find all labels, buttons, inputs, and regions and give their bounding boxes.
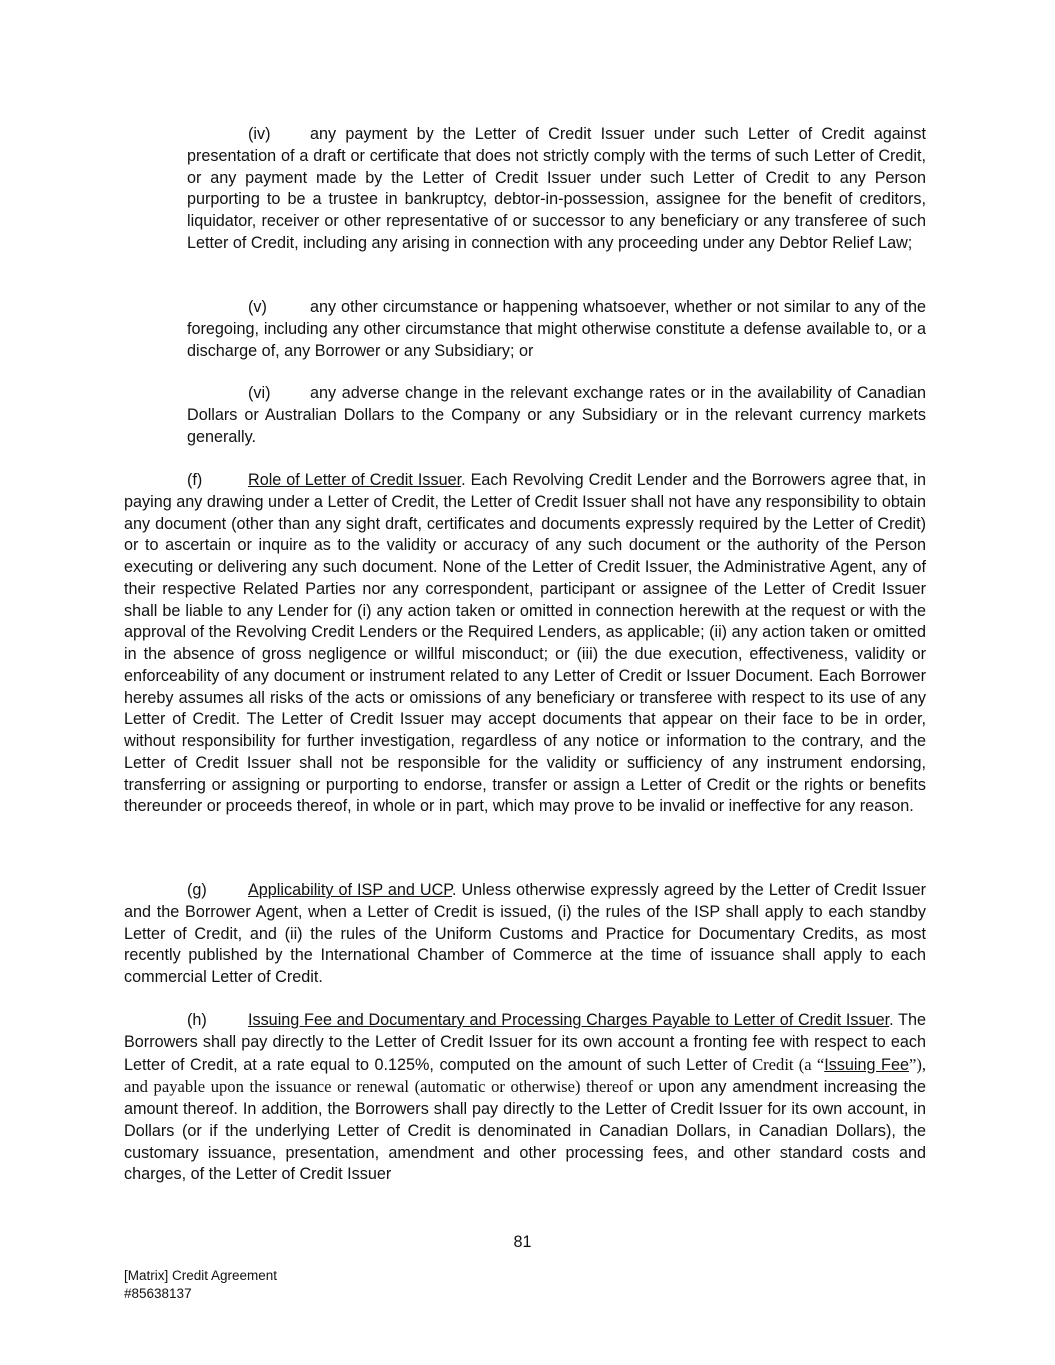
section-f-number: (f)	[187, 471, 203, 489]
footer	[124, 1267, 277, 1302]
section-g	[124, 880, 926, 989]
footer-document-title: [Matrix] Credit Agreement	[124, 1268, 278, 1283]
section-h-number: (h)	[187, 1011, 207, 1029]
section-h-text-part3: ”), and payable upon the issuance or renewal (automatic or otherwise) thereof or	[124, 1054, 927, 1097]
section-g-number: (g)	[187, 881, 207, 899]
section-h	[124, 1010, 926, 1186]
section-f-heading: Role of Letter of Credit Issuer	[248, 471, 462, 489]
page-number: 81	[513, 1233, 532, 1251]
clause-vi-number: (vi)	[248, 384, 271, 402]
clause-v	[187, 297, 926, 362]
clause-iv	[187, 124, 926, 255]
clause-iv-text: any payment by the Letter of Credit Issuer under such Letter of Credit against presentation of a draft or certificate that does not strictly comply with the terms of such Letter of Credit, or any payment made by the Letter of Credit Issuer under such Letter of Credit to any Person purporting to be a trustee in bankruptcy, debtor-in-possession, assignee for the benefit of creditors, liquidator, receiver or other representative of or successor to any beneficiary or any transferee of such Letter of Credit, including any arising in connection with any proceeding under any Debtor Relief Law;	[187, 125, 926, 252]
clause-vi-text: any adverse change in the relevant exchange rates or in the availability of Canadian Dollars or Australian Dollars to the Company or any Subsidiary or in the relevant currency markets generally.	[187, 384, 926, 446]
section-g-text: Unless otherwise expressly agreed by the Letter of Credit Issuer and the Borrower Agent, when a Letter of Credit is issued, (i) the rules of the ISP shall apply to each standby Letter of Credit, and (ii) the rules of the Uniform Customs and Practice for Documentary Credits, as most recently published by the International Chamber of Commerce at the time of issuance shall apply to each commercial Letter of Credit.	[124, 881, 926, 986]
section-g-heading: Applicability of ISP and UCP	[248, 881, 452, 899]
section-f-text: Each Revolving Credit Lender and the Borrowers agree that, in paying any drawing under a Letter of Credit, the Letter of Credit Issuer shall not have any responsibility to obtain any document (other than any sight draft, certificates and documents expressly required by the Letter of Credit) or to ascertain or inquire as to the validity or accuracy of any such document or the authority of the Person executing or delivering any such document. None of the Letter of Credit Issuer, the Administrative Agent, any of their respective Related Parties nor any correspondent, participant or assignee of the Letter of Credit Issuer shall be liable to any Lender for (i) any action taken or omitted in connection herewith at the request or with the approval of the Revolving Credit Lenders or the Required Lenders, as applicable; (ii) any action taken or omitted in the absence of gross negligence or willful misconduct; or (iii) the due execution, effectiveness, validity or enforceability of any document or instrument related to any Letter of Credit or Issuer Document. Each Borrower hereby assumes all risks of the acts or omissions of any beneficiary or transferee with respect to its use of any Letter of Credit. The Letter of Credit Issuer may accept documents that appear on their face to be in order, without responsibility for further investigation, regardless of any notice or information to the contrary, and the Letter of Credit Issuer shall not be responsible for the validity or sufficiency of any instrument endorsing, transferring or assigning or purporting to endorse, transfer or assign a Letter of Credit or the rights or benefits thereunder or proceeds thereof, in whole or in part, which may prove to be invalid or ineffective for any reason.	[124, 471, 926, 816]
section-h-heading: Issuing Fee and Documentary and Processing Charges Payable to Letter of Credit Issuer	[248, 1011, 890, 1029]
clause-v-number: (v)	[248, 298, 267, 316]
section-h-heading-punct: .	[889, 1011, 894, 1029]
clause-v-text: any other circumstance or happening whatsoever, whether or not similar to any of the foregoing, including any other circumstance that might otherwise constitute a defense available to, or a discharge of, any Borrower or any Subsidiary; or	[187, 298, 926, 360]
section-h-text-part1: The Borrowers shall pay directly to the Letter of Credit Issuer for its own account a fronting fee with respect to each Letter of Credit, at a rate equal to 0.125%, computed on the amount of such Letter of	[124, 1011, 926, 1074]
section-h-text-part4: upon any amendment increasing the amount thereof. In addition, the Borrowers shall pay directly to the Letter of Credit Issuer for its own account, in Dollars (or if the underlying Letter of Credit is denominated in Canadian Dollars, in Canadian Dollars), the customary issuance, presentation, amendment and other processing fees, and other standard costs and charges, of the Letter of Credit Issuer	[124, 1078, 926, 1184]
section-g-heading-punct: .	[451, 881, 457, 899]
section-f-heading-punct: .	[461, 471, 466, 489]
clause-vi	[187, 383, 926, 448]
defined-term-issuing-fee: Issuing Fee	[824, 1055, 909, 1074]
section-f	[124, 470, 926, 818]
footer-document-id: #85638137	[124, 1285, 192, 1301]
section-h-text-part2: Credit (a “	[752, 1054, 825, 1074]
clause-iv-number: (iv)	[248, 125, 271, 143]
